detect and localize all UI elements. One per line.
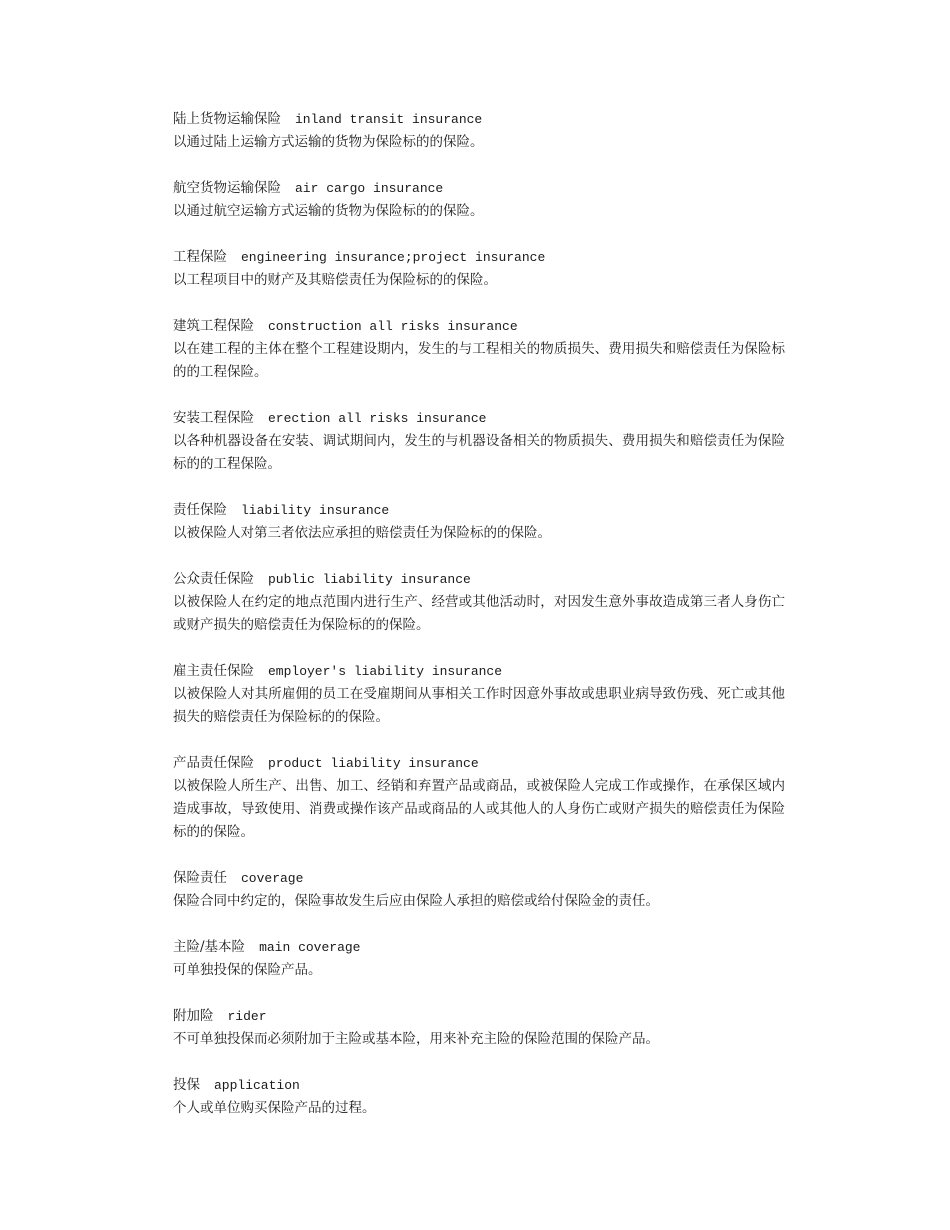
entry-term	[173, 177, 785, 200]
entry-definition: 以被保险人对其所雇佣的员工在受雇期间从事相关工作时因意外事故或患职业病导致伤残、死亡或其他损失的赔偿责任为保险标的的保险。	[173, 686, 785, 725]
entry-term	[173, 1074, 785, 1097]
term-chinese: 建筑工程保险	[173, 318, 254, 334]
term-english: air cargo insurance	[295, 181, 444, 196]
glossary-entry	[173, 936, 785, 982]
entry-term	[173, 1005, 785, 1028]
term-english: engineering insurance;project insurance	[241, 250, 546, 265]
entry-term	[173, 568, 785, 591]
term-english: liability insurance	[241, 503, 390, 518]
entry-term	[173, 867, 785, 890]
term-chinese: 保险责任	[173, 870, 227, 886]
entry-definition: 以被保险人对第三者依法应承担的赔偿责任为保险标的的保险。	[173, 525, 551, 541]
entry-definition: 可单独投保的保险产品。	[173, 962, 322, 978]
entry-term	[173, 108, 785, 131]
glossary-entry	[173, 752, 785, 844]
glossary-entry	[173, 407, 785, 476]
term-chinese: 公众责任保险	[173, 571, 254, 587]
entry-term	[173, 936, 785, 959]
entry-definition: 以通过航空运输方式运输的货物为保险标的的保险。	[173, 203, 484, 219]
term-chinese: 工程保险	[173, 249, 227, 265]
entry-term	[173, 315, 785, 338]
term-english: public liability insurance	[268, 572, 471, 587]
term-chinese: 安装工程保险	[173, 410, 254, 426]
term-english: application	[214, 1078, 300, 1093]
term-english: employer's liability insurance	[268, 664, 503, 679]
term-chinese: 航空货物运输保险	[173, 180, 281, 196]
term-chinese: 附加险	[173, 1008, 214, 1024]
entry-definition: 以通过陆上运输方式运输的货物为保险标的的保险。	[173, 134, 484, 150]
entry-definition: 以被保险人在约定的地点范围内进行生产、经营或其他活动时，对因发生意外事故造成第三者人身伤亡或财产损失的赔偿责任为保险标的的保险。	[173, 594, 785, 633]
entry-term	[173, 246, 785, 269]
term-chinese: 责任保险	[173, 502, 227, 518]
glossary-entry	[173, 177, 785, 223]
entry-definition: 以在建工程的主体在整个工程建设期内，发生的与工程相关的物质损失、费用损失和赔偿责任为保险标的的工程保险。	[173, 341, 785, 380]
term-english: construction all risks insurance	[268, 319, 518, 334]
glossary-page	[173, 108, 785, 1143]
term-chinese: 主险/基本险	[173, 939, 246, 955]
entry-definition: 以各种机器设备在安装、调试期间内，发生的与机器设备相关的物质损失、费用损失和赔偿责任为保险标的的工程保险。	[173, 433, 785, 472]
term-chinese: 雇主责任保险	[173, 663, 254, 679]
term-english: rider	[227, 1009, 267, 1024]
entry-definition: 不可单独投保而必须附加于主险或基本险，用来补充主险的保险范围的保险产品。	[173, 1031, 659, 1047]
glossary-entry	[173, 315, 785, 384]
glossary-entry	[173, 1005, 785, 1051]
term-english: product liability insurance	[268, 756, 479, 771]
entry-definition: 保险合同中约定的，保险事故发生后应由保险人承担的赔偿或给付保险金的责任。	[173, 893, 659, 909]
term-chinese: 陆上货物运输保险	[173, 111, 281, 127]
glossary-entry	[173, 108, 785, 154]
entry-definition: 以被保险人所生产、出售、加工、经销和弃置产品或商品，或被保险人完成工作或操作，在承保区域内造成事故，导致使用、消费或操作该产品或商品的人或其他人的人身伤亡或财产损失的赔偿责任为保险标的的保险。	[173, 778, 785, 840]
entry-term	[173, 752, 785, 775]
glossary-entry	[173, 660, 785, 729]
glossary-entry	[173, 1074, 785, 1120]
term-english: main coverage	[259, 940, 361, 955]
term-english: inland transit insurance	[295, 112, 483, 127]
glossary-entry	[173, 867, 785, 913]
glossary-entry	[173, 499, 785, 545]
entry-term	[173, 499, 785, 522]
term-english: erection all risks insurance	[268, 411, 487, 426]
glossary-entry	[173, 568, 785, 637]
entry-term	[173, 407, 785, 430]
entry-definition: 以工程项目中的财产及其赔偿责任为保险标的的保险。	[173, 272, 497, 288]
entry-term	[173, 660, 785, 683]
term-english: coverage	[241, 871, 304, 886]
term-chinese: 产品责任保险	[173, 755, 254, 771]
entry-definition: 个人或单位购买保险产品的过程。	[173, 1100, 376, 1116]
term-chinese: 投保	[173, 1077, 200, 1093]
glossary-entry	[173, 246, 785, 292]
